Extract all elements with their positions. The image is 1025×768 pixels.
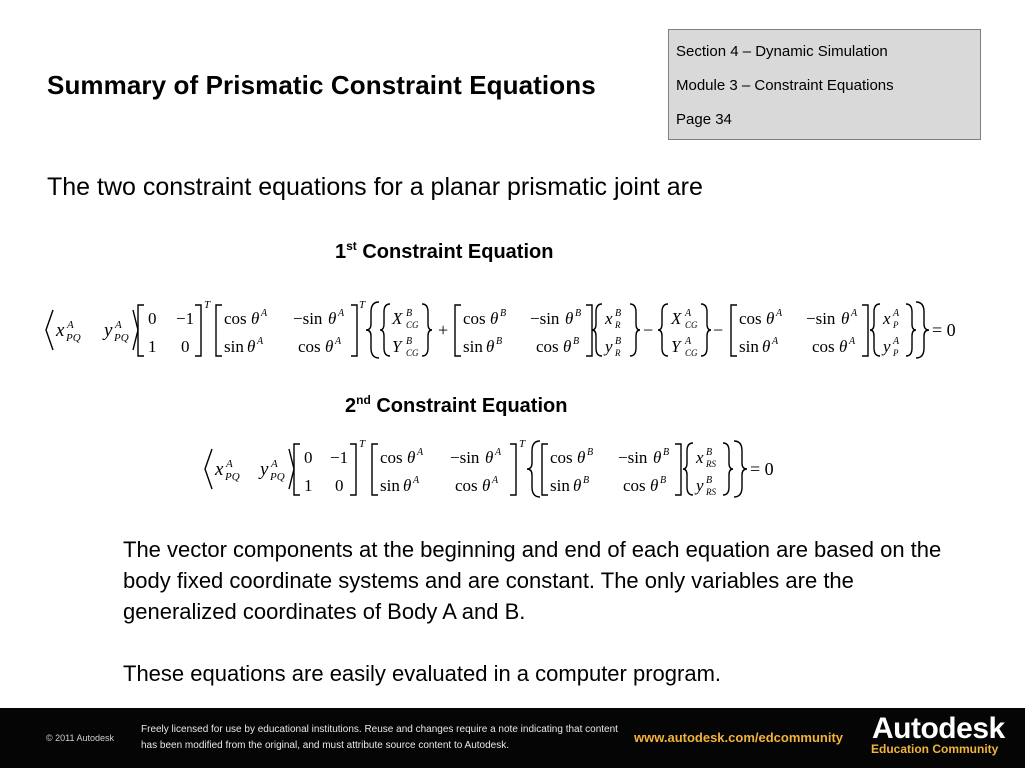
- section-info-box: [668, 29, 981, 140]
- svg-text:y: y: [883, 337, 891, 356]
- svg-text:sin: sin: [463, 337, 483, 356]
- edcommunity-link[interactable]: www.autodesk.com/edcommunity: [634, 730, 844, 745]
- svg-text:PQ: PQ: [114, 332, 129, 344]
- evaluation-note: These equations are easily evaluated in a computer program.: [123, 661, 722, 686]
- svg-text:A: A: [271, 458, 278, 470]
- explanation-paragraph: The vector components at the beginning and end of each equation are based on the body fixed coordinate systems and are constant. The only variables are the generalized coordinates of Body A and B.: [123, 537, 942, 624]
- svg-text:A: A: [492, 475, 499, 486]
- svg-text:R: R: [615, 320, 621, 330]
- copyright-text: © 2011 Autodesk: [46, 733, 115, 743]
- svg-text:B: B: [500, 308, 507, 319]
- svg-text:sin: sin: [739, 337, 759, 356]
- svg-text:cos: cos: [739, 309, 762, 328]
- svg-text:0: 0: [181, 337, 190, 356]
- svg-text:cos: cos: [224, 309, 247, 328]
- svg-text:A: A: [851, 308, 858, 319]
- svg-text:B: B: [583, 475, 590, 486]
- first-equation-label: 1st Constraint Equation: [335, 239, 554, 263]
- svg-text:−sin: −sin: [618, 448, 648, 467]
- footer-bar: [0, 708, 1025, 768]
- svg-text:sin: sin: [380, 476, 400, 495]
- svg-text:θ: θ: [486, 337, 495, 356]
- svg-text:B: B: [663, 447, 670, 458]
- autodesk-logo: Autodesk: [872, 712, 1005, 745]
- svg-text:A: A: [685, 308, 692, 319]
- svg-text:CG: CG: [406, 348, 419, 358]
- svg-text:B: B: [406, 308, 413, 319]
- svg-text:B: B: [496, 336, 503, 347]
- svg-text:Y: Y: [392, 337, 402, 356]
- section-label: Section 4 – Dynamic Simulation: [676, 43, 888, 60]
- svg-text:A: A: [226, 458, 233, 470]
- svg-text:θ: θ: [762, 337, 771, 356]
- svg-text:A: A: [772, 336, 779, 347]
- svg-text:sin: sin: [550, 476, 570, 495]
- svg-text:P: P: [893, 320, 899, 330]
- svg-text:θ: θ: [247, 337, 256, 356]
- page-label: Page 34: [676, 111, 732, 128]
- svg-text:A: A: [893, 308, 900, 319]
- svg-text:R: R: [615, 348, 621, 358]
- svg-text:x: x: [605, 309, 613, 328]
- svg-text:T: T: [204, 299, 211, 311]
- svg-text:θ: θ: [839, 337, 848, 356]
- svg-text:0: 0: [335, 476, 344, 495]
- svg-text:A: A: [685, 336, 692, 347]
- svg-text:θ: θ: [653, 448, 662, 467]
- svg-text:1: 1: [148, 337, 157, 356]
- svg-text:θ: θ: [482, 476, 491, 495]
- svg-text:x: x: [215, 459, 224, 480]
- svg-text:= 0: = 0: [750, 459, 774, 479]
- svg-text:cos: cos: [455, 476, 478, 495]
- svg-text:θ: θ: [650, 476, 659, 495]
- svg-text:X: X: [392, 309, 403, 328]
- svg-text:y: y: [260, 459, 269, 480]
- svg-text:B: B: [615, 308, 622, 319]
- svg-text:−sin: −sin: [806, 309, 836, 328]
- svg-text:B: B: [615, 336, 622, 347]
- svg-text:Y: Y: [671, 337, 681, 356]
- svg-text:+: +: [438, 320, 449, 340]
- svg-text:−sin: −sin: [293, 309, 323, 328]
- svg-text:A: A: [893, 336, 900, 347]
- svg-text:θ: θ: [325, 337, 334, 356]
- svg-text:y: y: [605, 337, 613, 356]
- svg-text:x: x: [883, 309, 891, 328]
- svg-text:CG: CG: [685, 320, 698, 330]
- svg-text:θ: θ: [766, 309, 775, 328]
- svg-text:PQ: PQ: [270, 471, 285, 483]
- svg-text:y: y: [696, 476, 704, 495]
- svg-text:cos: cos: [812, 337, 835, 356]
- svg-text:θ: θ: [573, 476, 582, 495]
- svg-text:x: x: [696, 448, 704, 467]
- svg-text:cos: cos: [380, 448, 403, 467]
- svg-text:A: A: [417, 447, 424, 458]
- svg-text:−1: −1: [330, 448, 349, 467]
- svg-text:θ: θ: [485, 448, 494, 467]
- svg-text:−sin: −sin: [530, 309, 560, 328]
- svg-text:cos: cos: [550, 448, 573, 467]
- lead-sentence: The two constraint equations for a planar prismatic joint are: [47, 173, 703, 201]
- svg-text:B: B: [573, 336, 580, 347]
- svg-text:A: A: [413, 475, 420, 486]
- svg-text:CG: CG: [685, 348, 698, 358]
- svg-text:A: A: [257, 336, 264, 347]
- svg-text:x: x: [56, 320, 65, 341]
- svg-text:−: −: [713, 320, 724, 340]
- svg-text:sin: sin: [224, 337, 244, 356]
- svg-text:RS: RS: [706, 487, 716, 497]
- svg-text:0: 0: [304, 448, 313, 467]
- svg-text:A: A: [338, 308, 345, 319]
- svg-text:θ: θ: [563, 337, 572, 356]
- slide-title: Summary of Prismatic Constraint Equations: [47, 70, 596, 100]
- first-constraint-equation: [40, 298, 970, 364]
- svg-text:θ: θ: [577, 448, 586, 467]
- svg-text:B: B: [706, 475, 713, 486]
- svg-text:A: A: [261, 308, 268, 319]
- second-equation-label: 2nd Constraint Equation: [345, 393, 568, 417]
- svg-text:B: B: [406, 336, 413, 347]
- svg-text:y: y: [104, 320, 113, 341]
- svg-text:B: B: [575, 308, 582, 319]
- svg-text:θ: θ: [251, 309, 260, 328]
- svg-text:PQ: PQ: [225, 471, 240, 483]
- svg-text:θ: θ: [841, 309, 850, 328]
- svg-text:T: T: [519, 438, 526, 450]
- license-text: Freely licensed for use by educational institutions. Reuse and changes require a note indicating that content has been modified from the original, and must attribute source content to Autodesk.: [141, 724, 618, 751]
- svg-text:−: −: [643, 320, 654, 340]
- svg-text:θ: θ: [490, 309, 499, 328]
- svg-text:= 0: = 0: [932, 320, 956, 340]
- svg-text:−sin: −sin: [450, 448, 480, 467]
- education-community-label: Education Community: [871, 742, 999, 756]
- svg-text:cos: cos: [298, 337, 321, 356]
- svg-text:A: A: [849, 336, 856, 347]
- svg-text:θ: θ: [328, 309, 337, 328]
- svg-text:PQ: PQ: [66, 332, 81, 344]
- svg-text:P: P: [893, 348, 899, 358]
- svg-text:A: A: [495, 447, 502, 458]
- svg-text:B: B: [706, 447, 713, 458]
- svg-text:cos: cos: [623, 476, 646, 495]
- svg-text:1: 1: [304, 476, 313, 495]
- svg-text:B: B: [660, 475, 667, 486]
- svg-text:cos: cos: [463, 309, 486, 328]
- svg-text:−1: −1: [176, 309, 195, 328]
- module-label: Module 3 – Constraint Equations: [676, 77, 894, 94]
- svg-text:A: A: [776, 308, 783, 319]
- svg-text:T: T: [359, 438, 366, 450]
- svg-text:θ: θ: [565, 309, 574, 328]
- svg-text:A: A: [335, 336, 342, 347]
- svg-text:RS: RS: [706, 459, 716, 469]
- svg-text:A: A: [67, 319, 74, 331]
- svg-text:X: X: [671, 309, 682, 328]
- svg-text:B: B: [587, 447, 594, 458]
- second-constraint-equation: [200, 437, 790, 503]
- svg-text:CG: CG: [406, 320, 419, 330]
- svg-text:A: A: [115, 319, 122, 331]
- svg-text:0: 0: [148, 309, 157, 328]
- svg-text:θ: θ: [403, 476, 412, 495]
- svg-text:θ: θ: [407, 448, 416, 467]
- svg-text:cos: cos: [536, 337, 559, 356]
- svg-text:T: T: [359, 299, 366, 311]
